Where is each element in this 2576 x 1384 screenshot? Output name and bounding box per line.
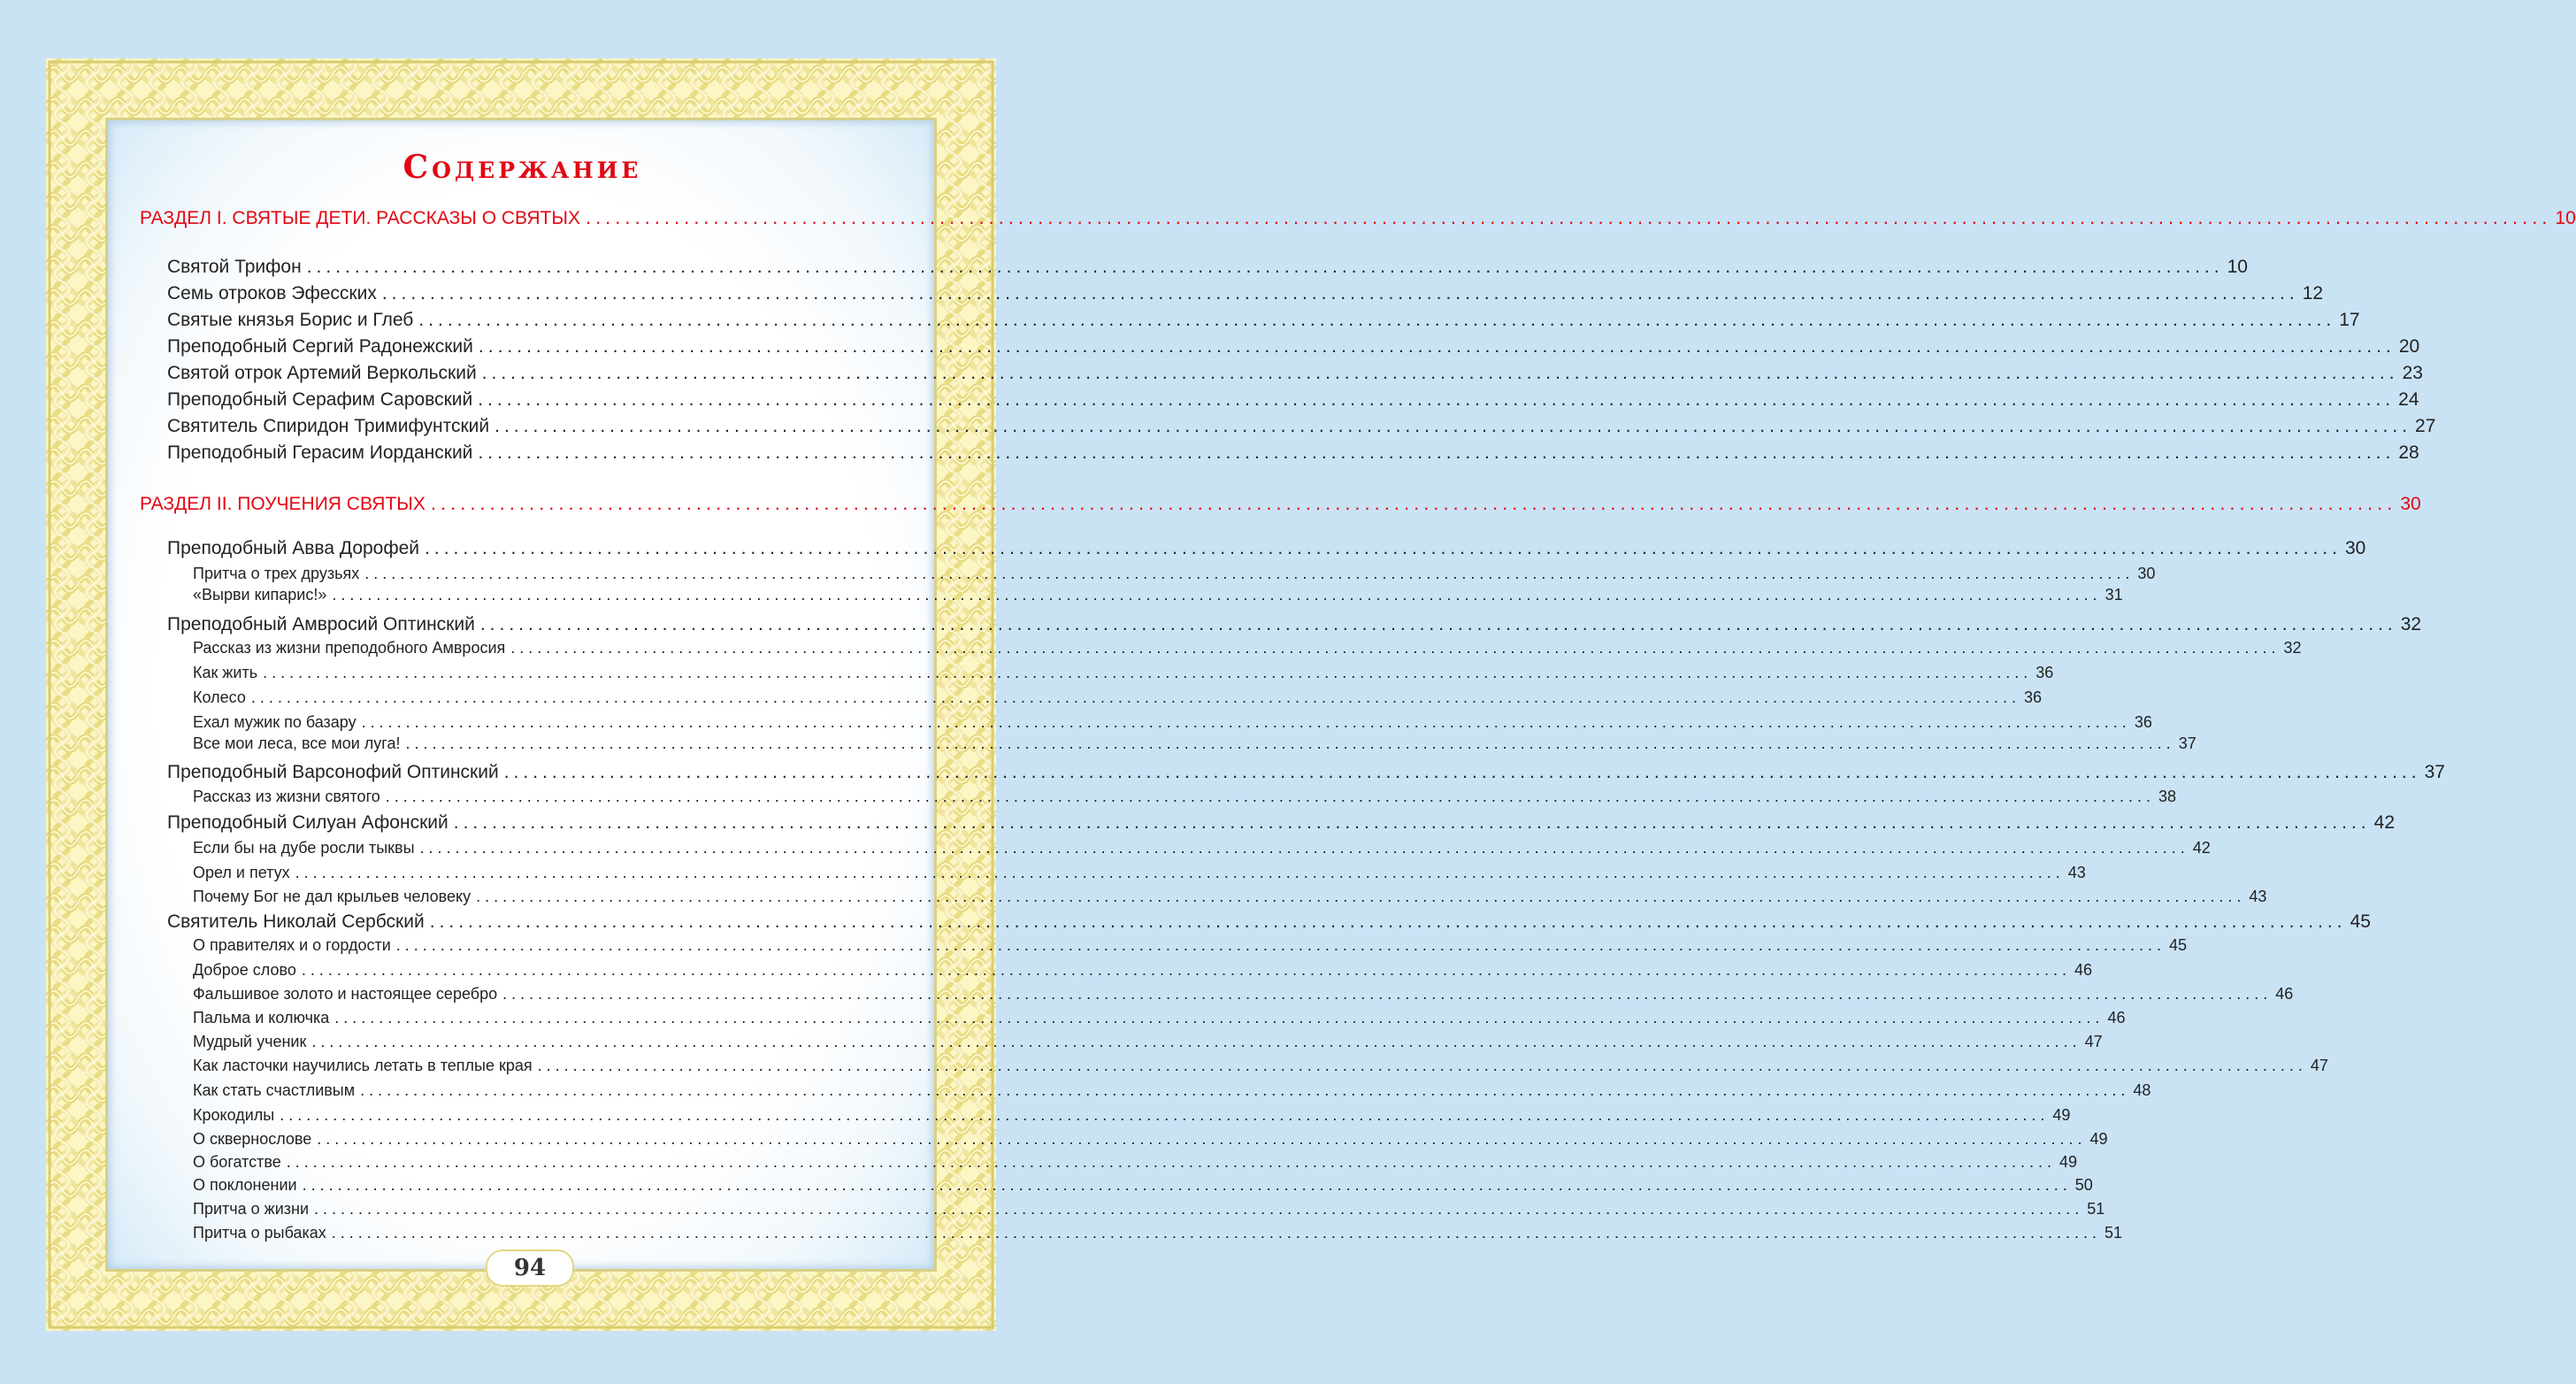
toc-dot-leader: ........................................................................................................................................................................................................ [332, 586, 2102, 604]
toc-entry-title: Как стать счастливым [193, 1081, 356, 1099]
toc-subchapter-row [193, 1057, 2328, 1075]
toc-entry-title: Святой отрок Артемий Веркольский [167, 363, 477, 383]
toc-dot-leader: ........................................................................................................................................................................................................ [419, 839, 2189, 857]
toc-dot-leader: ........................................................................................................................................................................................................ [418, 310, 2336, 330]
toc-entry-title: Преподобный Авва Дорофей [167, 538, 420, 558]
toc-entry-page: 51 [2087, 1200, 2105, 1218]
toc-subchapter-row [193, 1009, 2126, 1027]
toc-dot-leader: ........................................................................................................................................................................................................ [317, 1130, 2087, 1148]
toc-entry-page: 50 [2074, 1176, 2093, 1194]
toc-entry-page: 10 [2227, 257, 2248, 277]
toc-chapter-row [167, 442, 2419, 464]
toc-chapter-row [167, 614, 2422, 635]
toc-dot-leader: ........................................................................................................................................................................................................ [361, 713, 2131, 731]
toc-section-row [140, 492, 2421, 515]
toc-entry-page: 42 [2192, 839, 2211, 857]
toc-dot-leader: ........................................................................................................................................................................................................ [494, 416, 2412, 436]
toc-entry-title: Преподобный Варсонофий Оптинский [167, 762, 499, 782]
toc-dot-leader: ........................................................................................................................................................................................................ [295, 864, 2065, 881]
toc-subchapter-row [193, 1081, 2151, 1100]
toc-entry-page: 36 [2024, 688, 2043, 706]
toc-entry-page: 48 [2133, 1081, 2151, 1099]
toc-entry-page: 37 [2424, 762, 2445, 782]
toc-entry-title: Рассказ из жизни святого [193, 788, 380, 805]
toc-dot-leader: ........................................................................................................................................................................................................ [429, 911, 2347, 932]
toc-entry-page: 20 [2398, 336, 2420, 357]
toc-subchapter-row [193, 586, 2123, 604]
toc-chapter-row [167, 283, 2324, 304]
toc-dot-leader: ........................................................................................................................................................................................................ [364, 565, 2135, 582]
toc-entry-page: 30 [2344, 538, 2366, 558]
toc-entry-title: Святые князья Борис и Глеб [167, 310, 414, 330]
toc-dot-leader: ........................................................................................................................................................................................................ [405, 734, 2175, 752]
toc-entry-page: 46 [2275, 985, 2294, 1003]
toc-dot-leader: ........................................................................................................................................................................................................ [334, 1009, 2104, 1026]
toc-entry-title: О сквернослове [193, 1130, 312, 1148]
toc-entry-title: РАЗДЕЛ I. СВЯТЫЕ ДЕТИ. РАССКАЗЫ О СВЯТЫХ [140, 208, 580, 228]
toc-entry-page: 47 [2084, 1033, 2103, 1050]
toc-subchapter-row [193, 936, 2187, 955]
toc-entry-page: 17 [2339, 310, 2360, 330]
toc-entry-page: 46 [2107, 1009, 2126, 1026]
toc-chapter-row [167, 389, 2419, 411]
page-number: 94 [486, 1249, 574, 1287]
page-title: Содержание [402, 149, 642, 186]
toc-entry-title: Преподобный Амвросий Оптинский [167, 614, 475, 634]
toc-dot-leader: ........................................................................................................................................................................................................ [250, 688, 2021, 706]
toc-dot-leader: ........................................................................................................................................................................................................ [302, 1176, 2072, 1194]
toc-subchapter-row [193, 1176, 2093, 1195]
toc-dot-leader: ........................................................................................................................................................................................................ [585, 206, 2552, 228]
toc-entry-title: Рассказ из жизни преподобного Амвросия [193, 639, 506, 657]
toc-chapter-row [167, 911, 2371, 933]
toc-dot-leader: ........................................................................................................................................................................................................ [385, 788, 2155, 805]
toc-dot-leader: ........................................................................................................................................................................................................ [481, 363, 2399, 383]
toc-entry-page: 49 [2052, 1106, 2071, 1124]
toc-chapter-row [167, 762, 2445, 783]
toc-entry-title: О богатстве [193, 1153, 281, 1171]
toc-entry-title: Святой Трифон [167, 257, 302, 277]
toc-chapter-row [167, 310, 2360, 331]
toc-entry-title: Доброе слово [193, 961, 296, 979]
toc-entry-title: Ехал мужик по базару [193, 713, 356, 731]
toc-dot-leader: ........................................................................................................................................................................................................ [510, 639, 2281, 657]
toc-dot-leader: ........................................................................................................................................................................................................ [478, 336, 2396, 357]
toc-entry-page: 37 [2178, 734, 2196, 752]
toc-entry-title: Семь отроков Эфесских [167, 283, 377, 304]
toc-dot-leader: ........................................................................................................................................................................................................ [280, 1106, 2050, 1124]
toc-subchapter-row [193, 1130, 2108, 1149]
toc-dot-leader: ........................................................................................................................................................................................................ [479, 614, 2397, 634]
toc-chapter-row [167, 363, 2423, 384]
toc-entry-page: 43 [2249, 888, 2267, 905]
toc-dot-leader: ........................................................................................................................................................................................................ [306, 257, 2224, 277]
toc-entry-title: О правителях и о гордости [193, 936, 391, 954]
toc-dot-leader: ........................................................................................................................................................................................................ [478, 442, 2396, 463]
toc-entry-title: Крокодилы [193, 1106, 275, 1124]
toc-entry-title: Все мои леса, все мои луга! [193, 734, 401, 752]
toc-entry-page: 28 [2398, 442, 2419, 463]
toc-dot-leader: ........................................................................................................................................................................................................ [478, 389, 2396, 410]
toc-entry-title: Почему Бог не дал крыльев человеку [193, 888, 472, 905]
toc-subchapter-row [193, 864, 2086, 882]
toc-subchapter-row [193, 1224, 2123, 1242]
toc-dot-leader: ........................................................................................................................................................................................................ [453, 812, 2371, 833]
toc-entry-page: 45 [2168, 936, 2187, 954]
toc-entry-title: Преподобный Силуан Афонский [167, 812, 448, 833]
toc-entry-page: 42 [2373, 812, 2395, 833]
toc-subchapter-row [193, 888, 2267, 906]
toc-subchapter-row [193, 734, 2196, 753]
toc-entry-page: 45 [2350, 911, 2371, 932]
toc-entry-page: 23 [2402, 363, 2423, 383]
toc-entry-page: 38 [2158, 788, 2176, 805]
toc-entry-title: Притча о рыбаках [193, 1224, 326, 1242]
toc-entry-page: 12 [2302, 283, 2324, 304]
toc-entry-title: Преподобный Серафим Саровский [167, 389, 473, 410]
toc-entry-title: Преподобный Герасим Иорданский [167, 442, 473, 463]
toc-entry-title: О поклонении [193, 1176, 297, 1194]
toc-dot-leader: ........................................................................................................................................................................................................ [430, 492, 2397, 514]
toc-entry-page: 46 [2074, 961, 2093, 979]
toc-entry-page: 30 [2137, 565, 2156, 582]
toc-entry-title: Орел и петух [193, 864, 290, 881]
toc-subchapter-row [193, 788, 2176, 806]
toc-chapter-row [167, 812, 2395, 834]
toc-chapter-row [167, 538, 2366, 559]
toc-chapter-row [167, 416, 2436, 437]
toc-entry-page: 24 [2398, 389, 2419, 410]
toc-entry-title: Если бы на дубе росли тыквы [193, 839, 415, 857]
toc-dot-leader: ........................................................................................................................................................................................................ [381, 283, 2299, 304]
toc-entry-title: «Вырви кипарис!» [193, 586, 327, 604]
toc-dot-leader: ........................................................................................................................................................................................................ [314, 1200, 2084, 1218]
toc-entry-title: Притча о трех друзьях [193, 565, 360, 582]
toc-dot-leader: ........................................................................................................................................................................................................ [537, 1057, 2307, 1074]
toc-chapter-row [167, 336, 2420, 358]
toc-entry-title: Пальма и колючка [193, 1009, 330, 1026]
toc-entry-title: Мудрый ученик [193, 1033, 307, 1050]
toc-subchapter-row [193, 985, 2294, 1003]
toc-subchapter-row [193, 688, 2043, 707]
toc-entry-page: 51 [2104, 1224, 2123, 1242]
toc-entry-page: 32 [2400, 614, 2422, 634]
toc-dot-leader: ........................................................................................................................................................................................................ [503, 762, 2421, 782]
toc-entry-title: РАЗДЕЛ II. ПОУЧЕНИЯ СВЯТЫХ [140, 494, 426, 514]
toc-subchapter-row [193, 961, 2093, 980]
toc-entry-title: Как ласточки научились летать в теплые края [193, 1057, 533, 1074]
toc-dot-leader: ........................................................................................................................................................................................................ [301, 961, 2072, 979]
toc-subchapter-row [193, 1033, 2103, 1051]
toc-dot-leader: ........................................................................................................................................................................................................ [263, 664, 2033, 681]
toc-entry-page: 36 [2036, 664, 2054, 681]
toc-dot-leader: ........................................................................................................................................................................................................ [331, 1224, 2101, 1242]
toc-dot-leader: ........................................................................................................................................................................................................ [286, 1153, 2056, 1171]
toc-dot-leader: ........................................................................................................................................................................................................ [311, 1033, 2082, 1050]
toc-entry-title: Колесо [193, 688, 246, 706]
toc-subchapter-row [193, 664, 2054, 682]
toc-subchapter-row [193, 565, 2156, 583]
toc-entry-page: 31 [2104, 586, 2123, 604]
toc-entry-page: 27 [2415, 416, 2436, 436]
toc-entry-title: Преподобный Сергий Радонежский [167, 336, 473, 357]
toc-subchapter-row [193, 1153, 2077, 1172]
toc-dot-leader: ........................................................................................................................................................................................................ [476, 888, 2246, 905]
toc-entry-title: Притча о жизни [193, 1200, 309, 1218]
toc-entry-page: 32 [2283, 639, 2302, 657]
toc-entry-title: Как жить [193, 664, 258, 681]
toc-dot-leader: ........................................................................................................................................................................................................ [360, 1081, 2130, 1099]
toc-entry-page: 30 [2400, 494, 2421, 514]
toc-entry-page: 49 [2089, 1130, 2108, 1148]
toc-dot-leader: ........................................................................................................................................................................................................ [502, 985, 2273, 1003]
toc-subchapter-row [193, 839, 2211, 857]
toc-entry-page: 43 [2067, 864, 2086, 881]
toc-subchapter-row [193, 1200, 2105, 1219]
toc-subchapter-row [193, 1106, 2071, 1125]
toc-dot-leader: ........................................................................................................................................................................................................ [395, 936, 2166, 954]
toc-chapter-row [167, 257, 2248, 278]
toc-subchapter-row [193, 713, 2152, 732]
toc-entry-title: Святитель Спиридон Тримифунтский [167, 416, 490, 436]
toc-entry-page: 10 [2555, 208, 2576, 228]
toc-entry-title: Фальшивое золото и настоящее серебро [193, 985, 498, 1003]
toc-dot-leader: ........................................................................................................................................................................................................ [425, 538, 2342, 558]
toc-entry-page: 49 [2058, 1153, 2077, 1171]
toc-entry-page: 47 [2310, 1057, 2328, 1074]
toc-entry-title: Святитель Николай Сербский [167, 911, 425, 932]
toc-subchapter-row [193, 639, 2302, 657]
toc-entry-page: 36 [2134, 713, 2152, 731]
toc-section-row [140, 206, 2576, 229]
